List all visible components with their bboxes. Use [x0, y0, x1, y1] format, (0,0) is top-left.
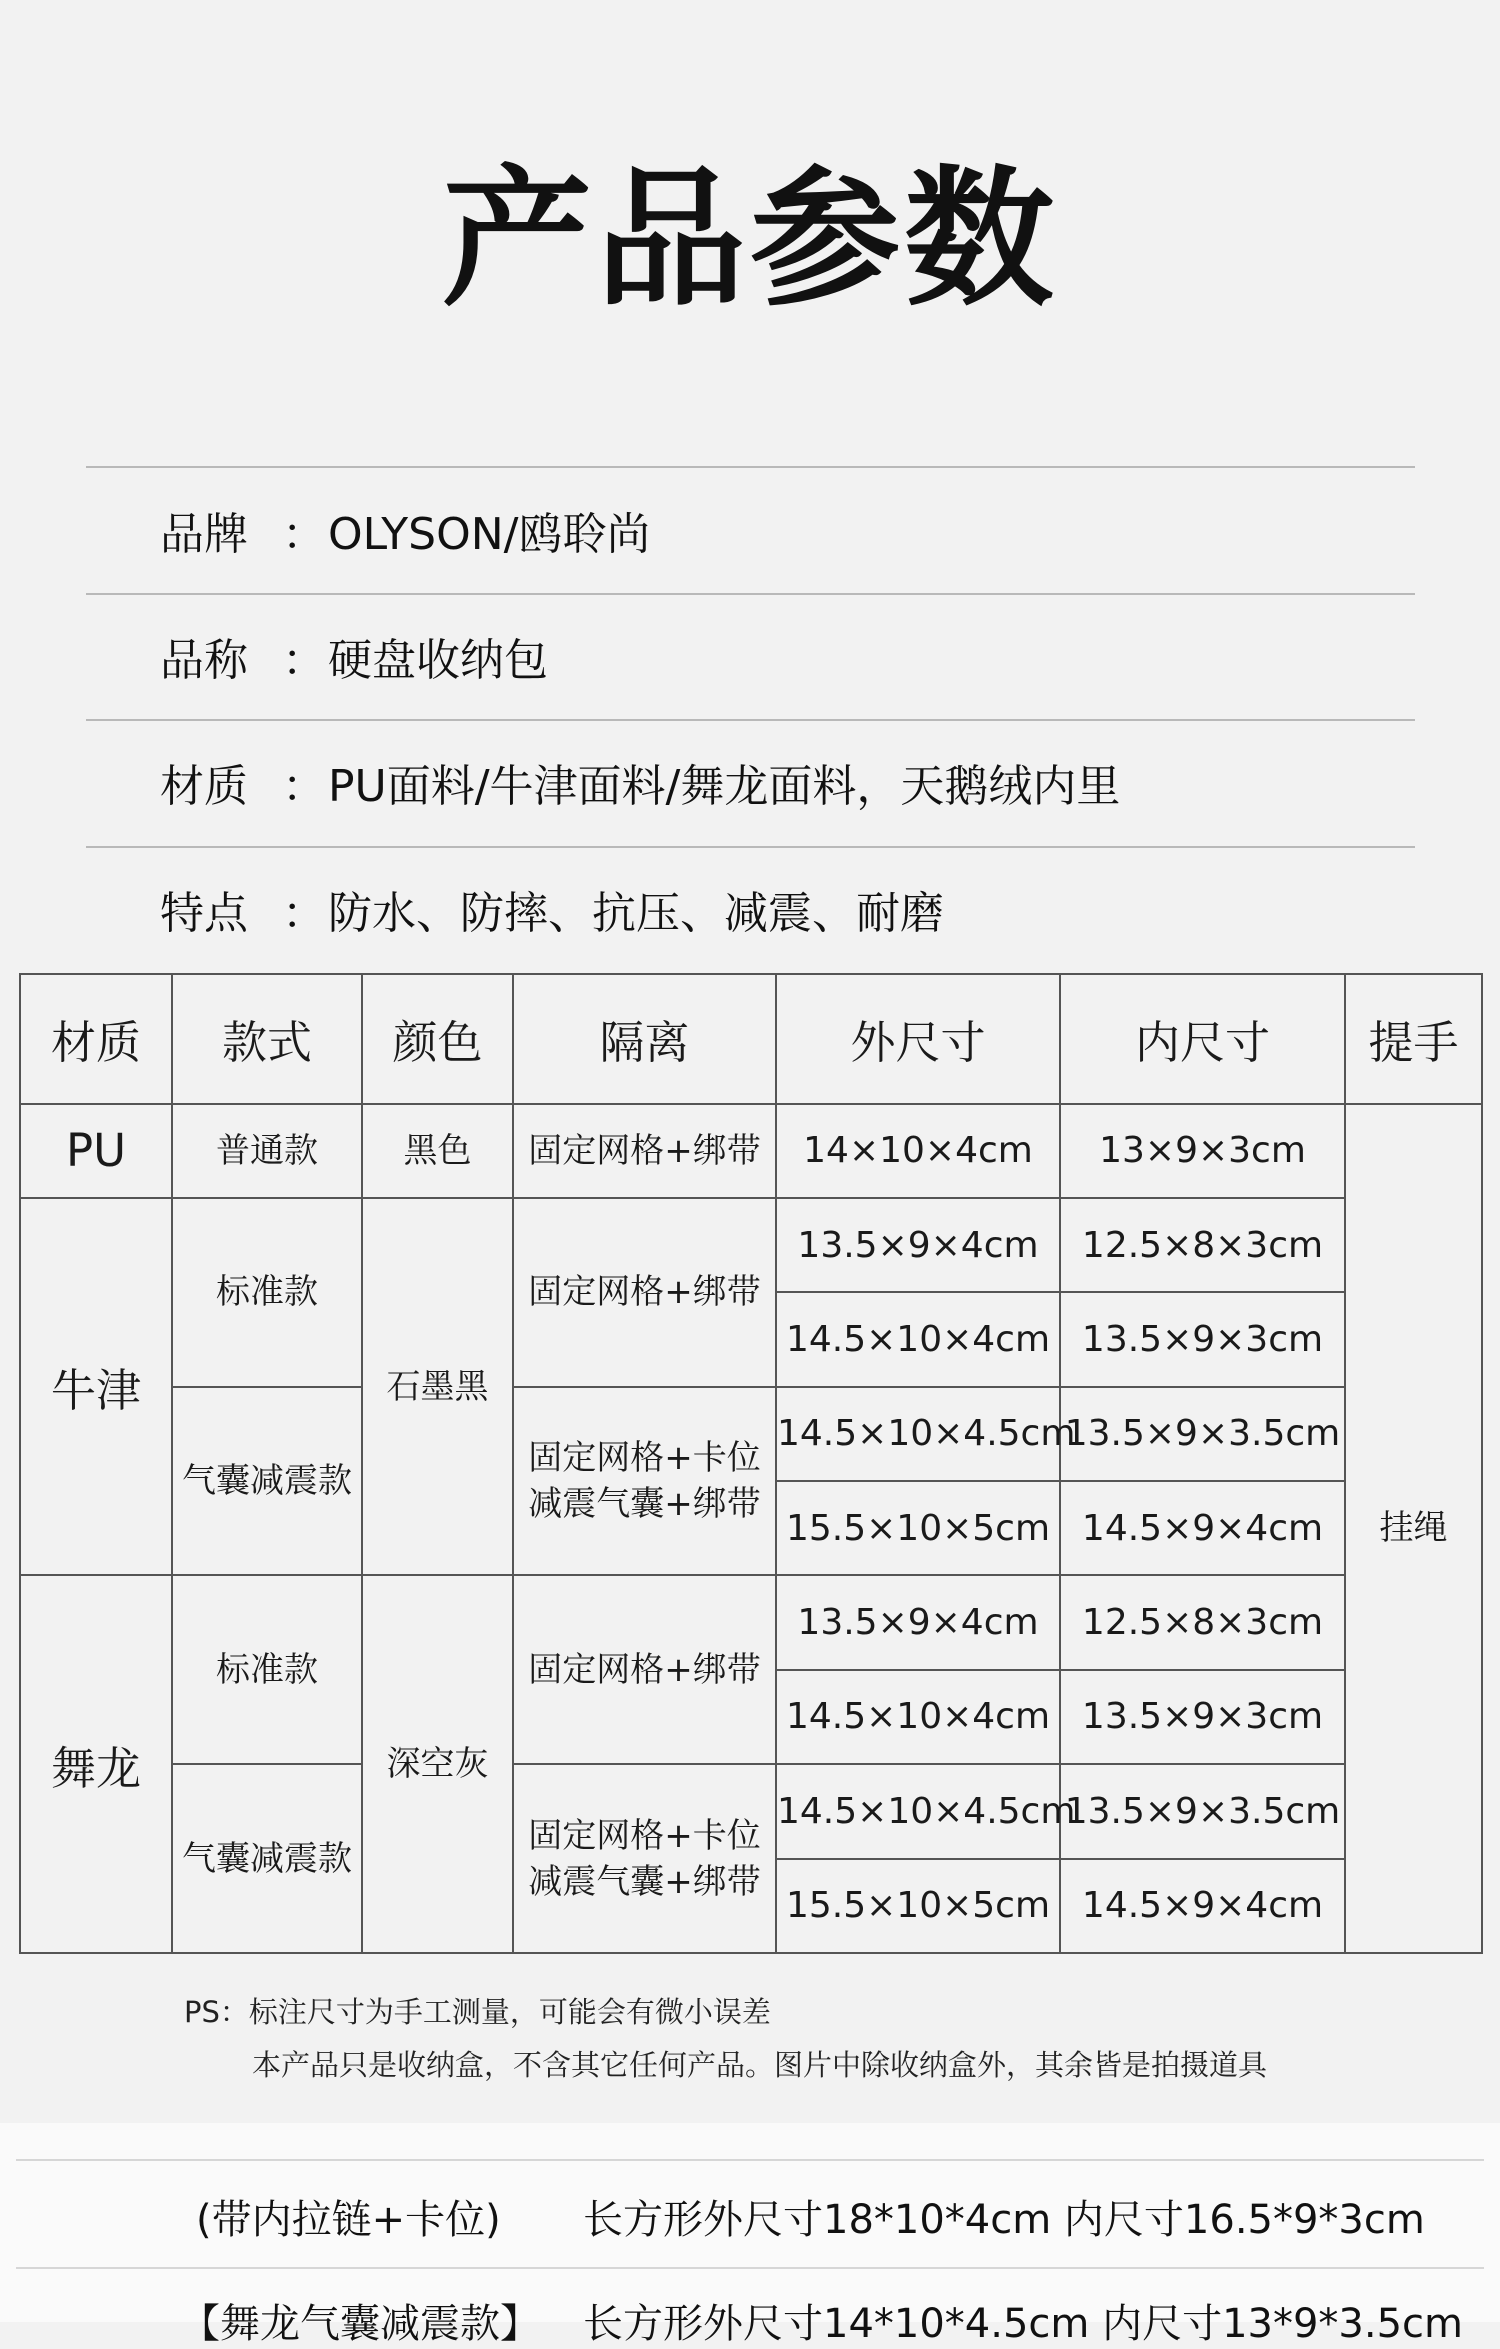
- isolation-cell: [513, 1764, 776, 1953]
- size-row-label: 【舞龙气囊减震款】: [180, 2301, 540, 2347]
- size-row-label: (带内拉链+卡位): [196, 2197, 501, 2243]
- outer-size-cell: 14×10×4cm: [776, 1104, 1060, 1198]
- spec-name: [160, 631, 1410, 691]
- outer-size-cell: 15.5×10×5cm: [776, 1859, 1060, 1953]
- header-style: 款式: [172, 974, 362, 1104]
- handle-cell: 挂绳: [1345, 1104, 1482, 1953]
- isolation-cell: 固定网格+绑带: [513, 1575, 776, 1764]
- spec-value: 硬盘收纳包: [328, 635, 548, 686]
- spec-colon: ：: [282, 888, 326, 939]
- outer-size-cell: 14.5×10×4cm: [776, 1670, 1060, 1764]
- style-cell: 标准款: [172, 1575, 362, 1764]
- spec-colon: ：: [282, 635, 326, 686]
- spec-material: [160, 757, 1410, 817]
- outer-size-cell: 15.5×10×5cm: [776, 1481, 1060, 1575]
- spec-brand: [160, 505, 1410, 565]
- header-isolation: 隔离: [513, 974, 776, 1104]
- inner-size-cell: 14.5×9×4cm: [1060, 1859, 1345, 1953]
- spec-colon: ：: [282, 509, 326, 560]
- divider: [86, 593, 1415, 595]
- divider: [86, 846, 1415, 848]
- spec-value: 防水、防摔、抗压、减震、耐磨: [328, 888, 944, 939]
- spec-label: 特点: [160, 888, 248, 939]
- size-row-value: 长方形外尺寸14*10*4.5cm 内尺寸13*9*3.5cm: [583, 2301, 1463, 2347]
- table-row: [20, 1387, 1482, 1481]
- table-row: [20, 1198, 1482, 1292]
- disclaimer-note: 本产品只是收纳盒，不含其它任何产品。图片中除收纳盒外，其余皆是拍摄道具: [252, 2048, 1268, 2082]
- spec-value: PU面料/牛津面料/舞龙面料，天鹅绒内里: [328, 761, 1121, 812]
- material-cell: PU: [20, 1104, 172, 1198]
- isolation-line: 减震气囊+绑带: [528, 1484, 761, 1525]
- inner-size-cell: 14.5×9×4cm: [1060, 1481, 1345, 1575]
- style-cell: 气囊减震款: [172, 1764, 362, 1953]
- table-row: [20, 1575, 1482, 1669]
- header-inner-size: 内尺寸: [1060, 974, 1345, 1104]
- isolation-line: 固定网格+卡位: [528, 1438, 761, 1479]
- isolation-line: 减震气囊+绑带: [528, 1861, 761, 1902]
- ps-note: PS：标注尺寸为手工测量，可能会有微小误差: [184, 1995, 771, 2029]
- isolation-cell: 固定网格+绑带: [513, 1104, 776, 1198]
- divider: [16, 2267, 1484, 2269]
- page-title: 产品参数: [441, 153, 1058, 327]
- material-cell: 舞龙: [20, 1575, 172, 1953]
- style-cell: 标准款: [172, 1198, 362, 1387]
- header-outer-size: 外尺寸: [776, 974, 1060, 1104]
- color-cell: 深空灰: [362, 1575, 513, 1953]
- spec-table: [19, 973, 1483, 1954]
- spec-colon: ：: [282, 761, 326, 812]
- outer-size-cell: 14.5×10×4cm: [776, 1292, 1060, 1386]
- divider: [16, 2159, 1484, 2161]
- inner-size-cell: 13×9×3cm: [1060, 1104, 1345, 1198]
- table-header-row: [20, 974, 1482, 1104]
- spec-features: [160, 884, 1410, 944]
- isolation-line: 固定网格+卡位: [528, 1815, 761, 1856]
- inner-size-cell: 12.5×8×3cm: [1060, 1575, 1345, 1669]
- divider: [86, 466, 1415, 468]
- outer-size-cell: 14.5×10×4.5cm: [776, 1387, 1060, 1481]
- inner-size-cell: 13.5×9×3cm: [1060, 1670, 1345, 1764]
- color-cell: 黑色: [362, 1104, 513, 1198]
- inner-size-cell: 13.5×9×3.5cm: [1060, 1764, 1345, 1858]
- header-material: 材质: [20, 974, 172, 1104]
- outer-size-cell: 14.5×10×4.5cm: [776, 1764, 1060, 1858]
- spec-label: 材质: [160, 761, 248, 812]
- spec-label: 品牌: [160, 509, 248, 560]
- outer-size-cell: 13.5×9×4cm: [776, 1575, 1060, 1669]
- inner-size-cell: 13.5×9×3.5cm: [1060, 1387, 1345, 1481]
- inner-size-cell: 12.5×8×3cm: [1060, 1198, 1345, 1292]
- outer-size-cell: 13.5×9×4cm: [776, 1198, 1060, 1292]
- divider: [86, 719, 1415, 721]
- header-color: 颜色: [362, 974, 513, 1104]
- inner-size-cell: 13.5×9×3cm: [1060, 1292, 1345, 1386]
- style-cell: 气囊减震款: [172, 1387, 362, 1576]
- isolation-cell: [513, 1387, 776, 1576]
- style-cell: 普通款: [172, 1104, 362, 1198]
- table-row: [20, 1764, 1482, 1858]
- spec-value: OLYSON/鸥聆尚: [328, 509, 651, 560]
- table-row: [20, 1104, 1482, 1198]
- material-cell: 牛津: [20, 1198, 172, 1576]
- isolation-cell: 固定网格+绑带: [513, 1198, 776, 1387]
- color-cell: 石墨黑: [362, 1198, 513, 1576]
- spec-label: 品称: [160, 635, 248, 686]
- size-info-section: [0, 2123, 1500, 2347]
- header-handle: 提手: [1345, 974, 1482, 1104]
- size-row-value: 长方形外尺寸18*10*4cm 内尺寸16.5*9*3cm: [583, 2197, 1425, 2243]
